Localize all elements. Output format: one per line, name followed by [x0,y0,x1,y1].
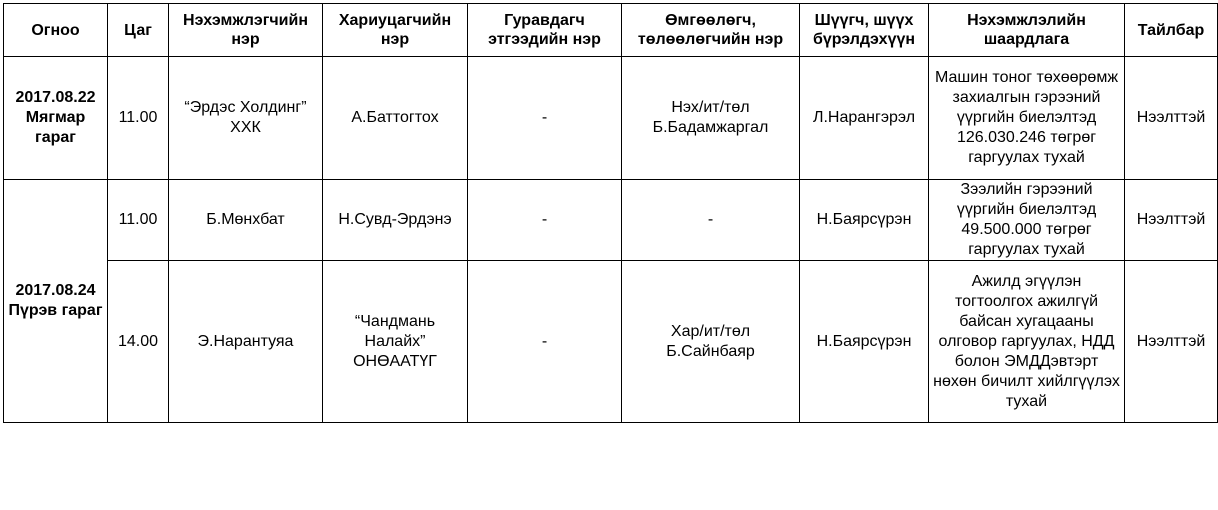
header-claim: Нэхэмжлэлийн шаардлага [929,4,1125,57]
defendant-cell: А.Баттогтох [323,57,468,180]
judge-cell: Л.Нарангэрэл [800,57,929,180]
time-cell: 11.00 [108,57,169,180]
date-cell: 2017.08.22 Мягмар гараг [4,57,108,180]
table-row [4,180,1218,261]
representative-cell: - [622,180,800,261]
header-date: Огноо [4,4,108,57]
plaintiff-cell: Б.Мөнхбат [169,180,323,261]
third-party-cell: - [468,261,622,423]
date-cell: 2017.08.24 Пүрэв гараг [4,180,108,423]
header-plaintiff: Нэхэмжлэгчийн нэр [169,4,323,57]
header-defendant: Хариуцагчийн нэр [323,4,468,57]
header-third-party: Гуравдагч этгээдийн нэр [468,4,622,57]
representative-cell: Нэх/ит/төл Б.Бадамжаргал [622,57,800,180]
table-row [4,261,1218,423]
third-party-cell: - [468,57,622,180]
defendant-cell: “Чандмань Налайх” ОНӨААТҮГ [323,261,468,423]
header-representative: Өмгөөлөгч, төлөөлөгчийн нэр [622,4,800,57]
claim-cell: Зээлийн гэрээний үүргийн биелэлтэд 49.500.000 төгрөг гаргуулах тухай [929,180,1125,261]
header-time: Цаг [108,4,169,57]
court-schedule-table [3,3,1218,423]
note-cell: Нээлттэй [1125,261,1218,423]
header-row [4,4,1218,57]
header-judge: Шүүгч, шүүх бүрэлдэхүүн [800,4,929,57]
claim-cell: Ажилд эгүүлэн тогтоолгох ажилгүй байсан хугацааны олговор гаргуулах, НДД болон ЭМДДэвтэрт нөхөн бичилт хийлгүүлэх тухай [929,261,1125,423]
claim-cell: Машин тоног төхөөрөмж захиалгын гэрээний үүргийн биелэлтэд 126.030.246 төгрөг гаргуулах тухай [929,57,1125,180]
header-note: Тайлбар [1125,4,1218,57]
judge-cell: Н.Баярсүрэн [800,180,929,261]
plaintiff-cell: “Эрдэс Холдинг” ХХК [169,57,323,180]
time-cell: 14.00 [108,261,169,423]
time-cell: 11.00 [108,180,169,261]
third-party-cell: - [468,180,622,261]
representative-cell: Хар/ит/төл Б.Сайнбаяр [622,261,800,423]
note-cell: Нээлттэй [1125,57,1218,180]
judge-cell: Н.Баярсүрэн [800,261,929,423]
table-row [4,57,1218,180]
note-cell: Нээлттэй [1125,180,1218,261]
plaintiff-cell: Э.Нарантуяа [169,261,323,423]
defendant-cell: Н.Сувд-Эрдэнэ [323,180,468,261]
